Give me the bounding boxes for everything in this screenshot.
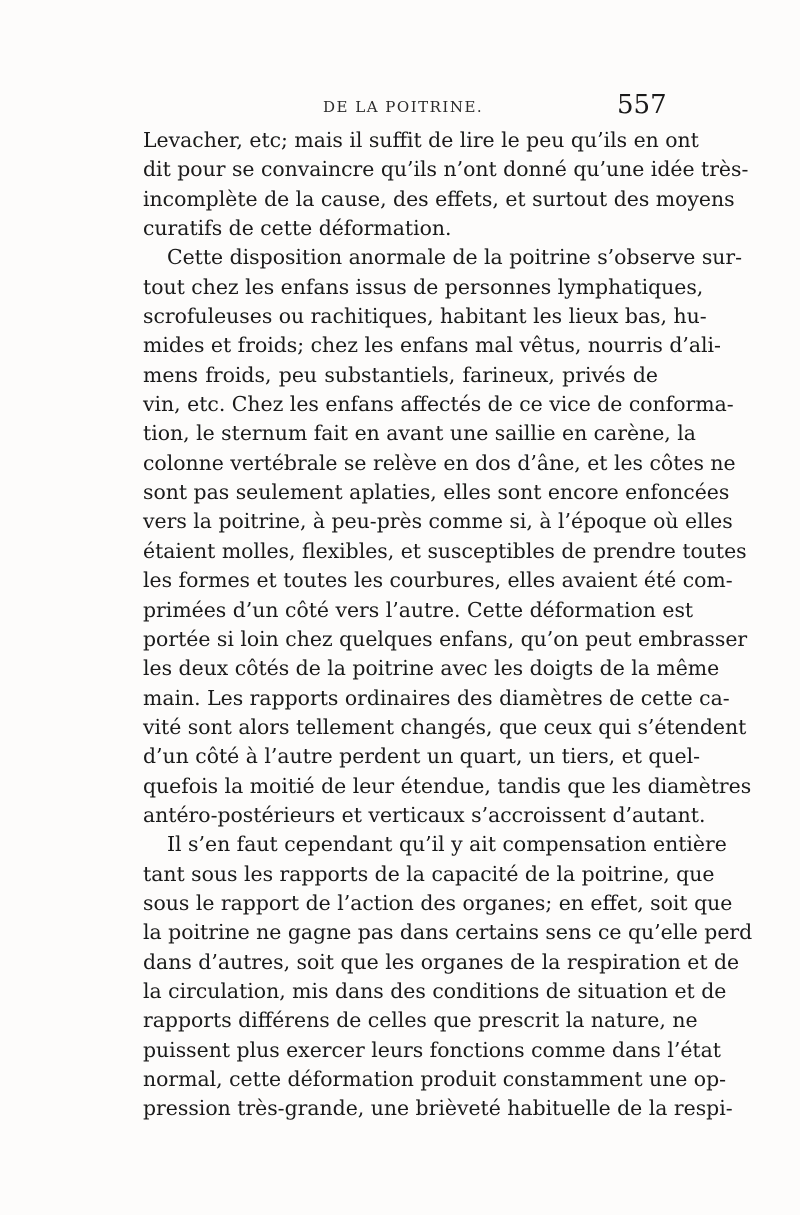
text-line: les formes et toutes les courbures, elles avaient été com-	[143, 568, 733, 593]
text-line: tout chez les enfans issus de personnes lymphatiques,	[143, 274, 704, 299]
text-line: dit pour se convaincre qu’ils n’ont donné qu’une idée très-	[143, 157, 749, 182]
text-line: Il s’en faut cependant qu’il y ait compensation entière	[167, 832, 727, 857]
text-line: main. Les rapports ordinaires des diamètres de cette ca-	[143, 685, 730, 710]
text-line: tion, le sternum fait en avant une saillie en carène, la	[143, 421, 696, 446]
text-line: curatifs de cette déformation.	[143, 216, 452, 241]
text-line: étaient molles, flexibles, et susceptibles de prendre toutes	[143, 538, 747, 563]
text-line: les deux côtés de la poitrine avec les doigts de la même	[143, 656, 720, 681]
text-line: quefois la moitié de leur étendue, tandis que les diamètres	[143, 773, 752, 798]
text-line: primées d’un côté vers l’autre. Cette déformation est	[143, 597, 694, 622]
text-line: vers la poitrine, à peu-près comme si, à l’époque où elles	[143, 509, 733, 534]
text-line: vité sont alors tellement changés, que ceux qui s’étendent	[143, 714, 747, 739]
text-line: pression très-grande, une brièveté habituelle de la respi-	[143, 1096, 733, 1121]
text-line: dans d’autres, soit que les organes de la respiration et de	[143, 949, 740, 974]
text-line: colonne vertébrale se relève en dos d’âne, et les côtes ne	[143, 450, 736, 475]
text-line: sont pas seulement aplaties, elles sont encore enfoncées	[143, 480, 730, 505]
page-number: 557	[617, 90, 667, 120]
text-line: vin, etc. Chez les enfans affectés de ce vice de conforma-	[143, 392, 734, 417]
text-line: Levacher, etc; mais il suffit de lire le peu qu’ils en ont	[143, 128, 699, 152]
text-line: scrofuleuses ou rachitiques, habitant les lieux bas, hu-	[143, 304, 707, 329]
text-line: mides et froids; chez les enfans mal vêtus, nourris d’ali-	[143, 333, 721, 358]
text-line: antéro-postérieurs et verticaux s’accroissent d’autant.	[143, 802, 706, 827]
text-line: portée si loin chez quelques enfans, qu’on peut embrasser	[143, 626, 748, 651]
text-line: rapports différens de celles que prescrit la nature, ne	[143, 1008, 698, 1033]
text-line: tant sous les rapports de la capacité de la poitrine, que	[143, 861, 715, 886]
paragraph-1	[143, 126, 749, 243]
text-line: la circulation, mis dans des conditions de situation et de	[143, 978, 727, 1003]
text-line: d’un côté à l’autre perdent un quart, un tiers, et quel-	[143, 744, 701, 769]
text-line: normal, cette déformation produit constamment une op-	[143, 1067, 727, 1091]
body-text	[143, 126, 753, 1124]
text-line: sous le rapport de l’action des organes; en effet, soit que	[143, 890, 733, 915]
text-line: Cette disposition anormale de la poitrine s’observe sur-	[167, 245, 743, 270]
text-line: la poitrine ne gagne pas dans certains sens ce qu’elle perd	[143, 920, 753, 945]
text-line: puissent plus exercer leurs fonctions comme dans l’état	[143, 1037, 721, 1062]
text-line: mens froids, peu substantiels, farineux, privés de	[143, 362, 658, 387]
paragraph-2	[143, 243, 752, 830]
paragraph-3	[143, 830, 753, 1123]
text-line: incomplète de la cause, des effets, et surtout des moyens	[143, 186, 735, 211]
running-head: DE LA POITRINE.	[323, 98, 484, 116]
